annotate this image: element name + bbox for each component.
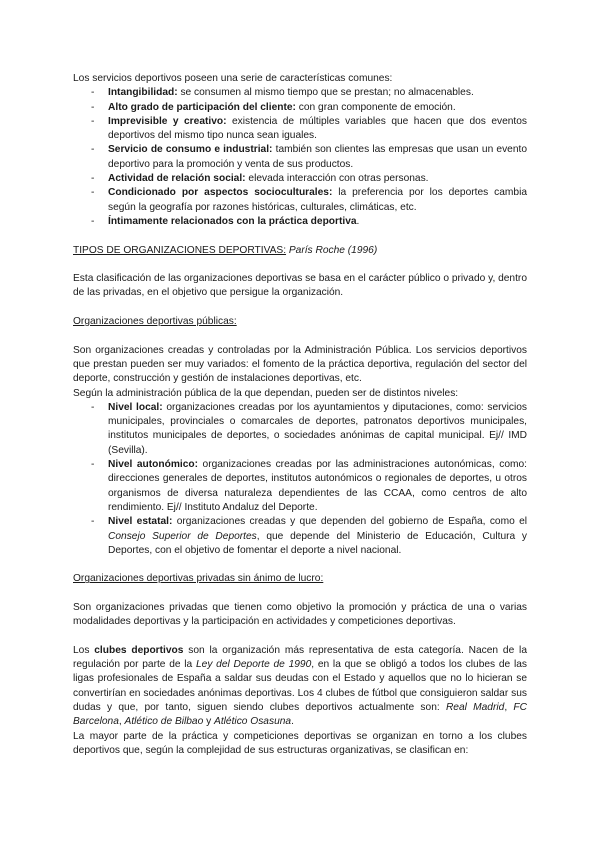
section-heading: Organizaciones deportivas públicas: [73,316,237,328]
term: Actividad de relación social: [108,173,246,185]
levels-intro: Según la administración pública de la que dependan, pueden ser de distintos niveles: [73,387,459,399]
list-item: - Actividad de relación social: elevada interacción con otras personas. [108,172,527,186]
list-item: - Intangibilidad: se consumen al mismo tiempo que se prestan; no almacenables. [108,86,527,100]
private-paragraph: Son organizaciones privadas que tienen como objetivo la promoción y práctica de una o varias modalidades deportivas y la participación en actividades y competiciones deportivas. [73,601,527,628]
term: Alto grado de participación del cliente: [108,101,296,113]
clubs-closing-paragraph: La mayor parte de la práctica y competiciones deportivas se organizan en torno a los clubes deportivos que, según la complejidad de sus estructuras organizativas, se clasifican en: [73,730,527,756]
list-item: - Íntimamente relacionados con la práctica deportiva. [108,215,527,229]
types-paragraph: Esta clasificación de las organizaciones deportivas se basa en el carácter público o privado y, dentro de las privadas, en el objetivo que persigue la organización. [73,273,527,299]
intro-text: Los servicios deportivos poseen una serie de características comunes: [73,73,393,84]
list-item: - Nivel estatal: organizaciones creadas y que dependen del gobierno de España, como el Consejo Superior de Deportes, que depende del Ministerio de Educación, Cultura y Deportes, con el objetivo de fomentar el deporte a nivel nacional. [108,515,527,558]
term: Nivel local: [108,401,163,413]
author-citation: París Roche (1996) [288,244,378,256]
term: Imprevisible y creativo: [108,115,227,127]
types-heading-line [73,244,527,258]
list-item: - Nivel autonómico: organizaciones creadas por las administraciones autonómicas, como: direcciones generales de deportes, institutos autonómicos o regionales de deportes, u otros organismos de diversa naturaleza dependientes de las CCAA, como centros de alto rendimiento. Ej// Instituto Andaluz del Deporte. [108,458,527,515]
list-item: - Alto grado de participación del cliente: con gran componente de emoción. [108,101,527,115]
term: Nivel estatal: [108,516,173,528]
term: Nivel autonómico: [108,459,198,471]
section-heading: Organizaciones deportivas privadas sin ánimo de lucro: [73,573,324,585]
list-item: - Nivel local: organizaciones creadas por los ayuntamientos y diputaciones, como: servicios municipales, provinciales o comarcales de deportes, patronatos deportivos municipales, institutos municipales de deportes, o sociedades anónimas de capital municipal. Ej// IMD (Sevilla). [108,401,527,458]
list-item: - Servicio de consumo e industrial: también son clientes las empresas que usan un evento deportivo para la promoción y venta de sus productos. [108,143,527,172]
term: Intangibilidad: [108,87,178,99]
characteristics-list [73,86,527,229]
document-page [73,72,527,758]
private-heading-line [73,572,527,586]
public-paragraph: Son organizaciones creadas y controladas por la Administración Pública. Los servicios deportivos que prestan pueden ser muy variados: el fomento de la práctica deportiva, regulación del sector del deporte, construcción y gestión de instalaciones deportivas, etc. [73,344,527,385]
levels-list [73,401,527,558]
list-item: - Condicionado por aspectos socioculturales: la preferencia por los deportes cambia según la geografía por razones históricas, culturales, climáticas, etc. [108,186,527,215]
clubs-paragraph: Los clubes deportivos son la organización más representativa de esta categoría. Nacen de la regulación por parte de la Ley del Deporte de 1990, en la que se obligó a todos los clubes de las ligas profesionales de España a saldar sus deudas con el Estado y aquellos que no lo hicieran se convertirían en sociedades anónimas deportivas. Los 4 clubes de fútbol que consiguieron saldar sus dudas y que, por tanto, siguen siendo clubes deportivos actualmente son: Real Madrid, FC Barcelona, Atlético de Bilbao y Atlético Osasuna. [73,644,527,728]
term: Servicio de consumo e industrial: [108,144,273,156]
public-heading-line [73,315,527,329]
term: Condicionado por aspectos socioculturales: [108,187,333,199]
term: Íntimamente relacionados con la práctica deportiva [108,215,357,227]
list-item: - Imprevisible y creativo: existencia de múltiples variables que hacen que dos eventos deportivos del mismo tipo nunca sean iguales. [108,115,527,144]
section-heading: TIPOS DE ORGANIZACIONES DEPORTIVAS: [73,244,287,256]
